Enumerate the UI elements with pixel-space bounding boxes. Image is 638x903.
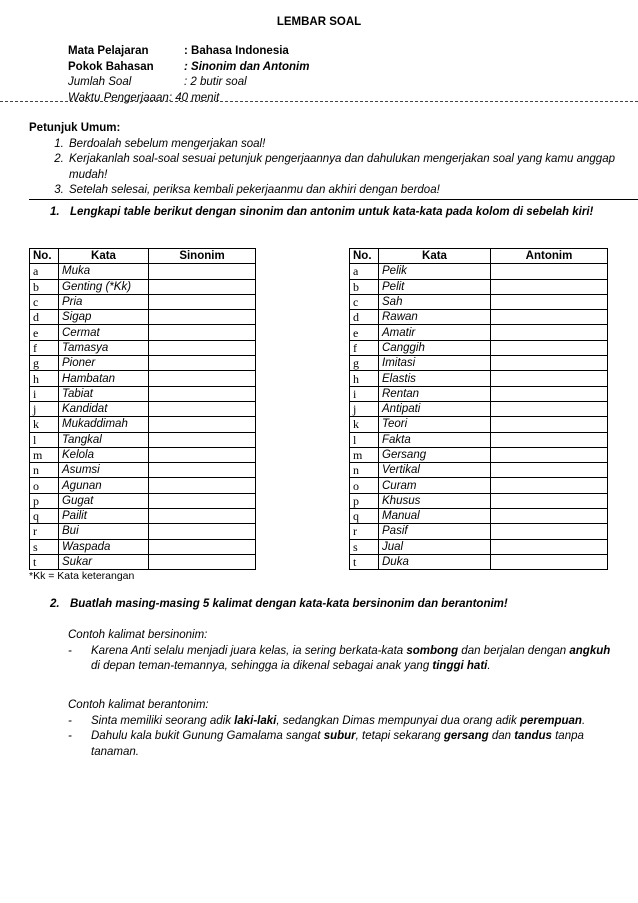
row-word: Muka — [59, 264, 149, 279]
answer-cell[interactable] — [491, 478, 608, 493]
row-letter: g — [350, 356, 379, 371]
meta-pokok — [68, 60, 309, 76]
row-word: Sah — [379, 294, 491, 309]
answer-cell[interactable] — [149, 447, 256, 462]
row-word: Elastis — [379, 371, 491, 386]
col-sinonim: Sinonim — [149, 249, 256, 264]
answer-cell[interactable] — [149, 310, 256, 325]
table-row — [30, 386, 256, 401]
row-word: Antipati — [379, 401, 491, 416]
mapel-label: Mata Pelajaran — [68, 45, 149, 57]
text-run: di depan teman-temannya, sehingga ia dikenal sebagai anak yang — [91, 660, 433, 672]
row-word: Kandidat — [59, 401, 149, 416]
answer-cell[interactable] — [149, 478, 256, 493]
row-letter: a — [350, 264, 379, 279]
table-row — [350, 356, 608, 371]
table-row — [30, 340, 256, 355]
table-row — [350, 524, 608, 539]
row-word: Tangkal — [59, 432, 149, 447]
row-word: Khusus — [379, 493, 491, 508]
table-row — [30, 371, 256, 386]
answer-cell[interactable] — [491, 325, 608, 340]
row-letter: d — [350, 310, 379, 325]
row-letter: b — [350, 279, 379, 294]
bold-word: gersang — [443, 730, 489, 742]
row-word: Amatir — [379, 325, 491, 340]
row-word: Canggih — [379, 340, 491, 355]
answer-cell[interactable] — [149, 401, 256, 416]
bullet-dash: - — [68, 730, 72, 742]
row-word: Pasif — [379, 524, 491, 539]
row-word: Cermat — [59, 325, 149, 340]
table-row — [30, 294, 256, 309]
row-word: Jual — [379, 539, 491, 554]
answer-cell[interactable] — [491, 279, 608, 294]
contoh-sinonim — [68, 628, 613, 675]
col-no: No. — [30, 249, 59, 264]
bold-word: laki-laki — [234, 714, 277, 727]
table-row — [30, 524, 256, 539]
answer-cell[interactable] — [149, 432, 256, 447]
jumlah-value: : 2 butir soal — [184, 76, 247, 88]
waktu-label: Waktu Pengerjaaan — [68, 91, 169, 104]
petunjuk-umum — [29, 121, 629, 199]
row-letter: o — [350, 478, 379, 493]
text-run: Karena Anti selalu menjadi juara kelas, ia sering berkata-kata — [91, 644, 407, 657]
row-letter: m — [30, 447, 59, 462]
row-letter: s — [30, 539, 59, 554]
row-word: Mukaddimah — [59, 417, 149, 432]
table-row — [30, 493, 256, 508]
answer-cell[interactable] — [491, 264, 608, 279]
col-kata: Kata — [59, 249, 149, 264]
question-2-text: Buatlah masing-masing 5 kalimat dengan kata-kata bersinonim dan berantonim! — [70, 598, 508, 610]
table-row — [350, 386, 608, 401]
waktu-value: : 40 menit — [168, 91, 220, 104]
col-antonim: Antonim — [491, 249, 608, 264]
table-row — [30, 447, 256, 462]
row-letter: n — [350, 463, 379, 478]
answer-cell[interactable] — [149, 279, 256, 294]
row-word: Rentan — [379, 386, 491, 401]
row-letter: r — [30, 524, 59, 539]
bullet-dash: - — [68, 714, 72, 727]
row-letter: k — [30, 417, 59, 432]
row-letter: g — [30, 356, 59, 371]
footnote: *Kk = Kata keterangan — [29, 570, 135, 582]
row-word: Kelola — [59, 447, 149, 462]
table-row — [30, 279, 256, 294]
row-letter: e — [350, 325, 379, 340]
answer-cell[interactable] — [149, 524, 256, 539]
table-row — [30, 554, 256, 569]
row-letter: c — [350, 294, 379, 309]
pokok-value: : Sinonim dan Antonim — [184, 60, 310, 73]
table-row — [30, 417, 256, 432]
row-word: Rawan — [379, 310, 491, 325]
answer-cell[interactable] — [491, 356, 608, 371]
row-letter: b — [30, 279, 59, 294]
answer-cell[interactable] — [491, 401, 608, 416]
table-row — [30, 325, 256, 340]
text-run: Sinta memiliki seorang adik — [91, 714, 235, 727]
table-row — [350, 279, 608, 294]
answer-cell[interactable] — [491, 371, 608, 386]
antonim-table — [349, 248, 608, 570]
bold-word: perempuan — [519, 714, 582, 727]
row-letter: t — [30, 554, 59, 569]
row-letter: q — [30, 509, 59, 524]
answer-cell[interactable] — [149, 371, 256, 386]
answer-cell[interactable] — [491, 493, 608, 508]
table-row — [350, 447, 608, 462]
row-word: Bui — [59, 524, 149, 539]
answer-cell[interactable] — [491, 463, 608, 478]
row-word: Asumsi — [59, 463, 149, 478]
row-letter: f — [350, 340, 379, 355]
bold-word: tinggi hati — [432, 660, 488, 672]
row-word: Genting (*Kk) — [59, 279, 149, 294]
answer-cell[interactable] — [149, 325, 256, 340]
petunjuk-heading: Petunjuk Umum: — [29, 122, 121, 134]
answer-cell[interactable] — [149, 554, 256, 569]
row-letter: n — [30, 463, 59, 478]
row-letter: h — [350, 371, 379, 386]
dashed-divider — [0, 101, 638, 102]
contoh-antonim-heading: Contoh kalimat berantonim: — [68, 699, 209, 711]
answer-cell[interactable] — [149, 509, 256, 524]
bold-word: angkuh — [569, 644, 611, 657]
pokok-label: Pokok Bahasan — [68, 60, 154, 73]
row-word: Sigap — [59, 310, 149, 325]
solid-divider — [29, 199, 638, 200]
row-word: Pria — [59, 294, 149, 309]
table-row — [350, 539, 608, 554]
answer-cell[interactable] — [149, 539, 256, 554]
table-row — [350, 417, 608, 432]
row-letter: p — [30, 493, 59, 508]
row-word: Waspada — [59, 539, 149, 554]
table-row — [350, 463, 608, 478]
text-run: . — [581, 714, 586, 727]
petunjuk-item: 1. Berdoalah sebelum mengerjakan soal! — [67, 137, 629, 153]
text-run: dan berjalan dengan — [458, 644, 570, 657]
text-run: . — [487, 660, 491, 672]
table-row — [350, 401, 608, 416]
row-word: Vertikal — [379, 463, 491, 478]
table-row — [350, 493, 608, 508]
row-word: Tabiat — [59, 386, 149, 401]
row-word: Gugat — [59, 493, 149, 508]
bold-word: tandus — [514, 730, 552, 742]
row-word: Gersang — [379, 447, 491, 462]
answer-cell[interactable] — [491, 432, 608, 447]
answer-cell[interactable] — [149, 264, 256, 279]
answer-cell[interactable] — [149, 340, 256, 355]
row-word: Hambatan — [59, 371, 149, 386]
table-row — [350, 432, 608, 447]
meta-info — [68, 44, 309, 106]
meta-waktu — [68, 91, 309, 107]
row-letter: s — [350, 539, 379, 554]
row-word: Sukar — [59, 554, 149, 569]
row-word: Tamasya — [59, 340, 149, 355]
table-row — [350, 509, 608, 524]
row-letter: o — [30, 478, 59, 493]
answer-cell[interactable] — [149, 463, 256, 478]
row-letter: r — [350, 524, 379, 539]
row-letter: j — [30, 401, 59, 416]
text-run: tanpa tanaman. — [91, 730, 584, 758]
bold-word: sombong — [406, 644, 459, 657]
contoh-sinonim-item — [68, 644, 613, 675]
answer-cell[interactable] — [491, 294, 608, 309]
contoh-antonim-item — [68, 714, 613, 730]
row-word: Pelit — [379, 279, 491, 294]
table-row — [30, 310, 256, 325]
table-row — [30, 432, 256, 447]
row-letter: h — [30, 371, 59, 386]
mapel-value: : Bahasa Indonesia — [184, 45, 289, 57]
answer-cell[interactable] — [491, 340, 608, 355]
answer-cell[interactable] — [149, 493, 256, 508]
col-kata: Kata — [379, 249, 491, 264]
bold-word: subur — [323, 730, 356, 742]
row-letter: p — [350, 493, 379, 508]
contoh-antonim — [68, 698, 613, 760]
answer-cell[interactable] — [149, 356, 256, 371]
text-run: dan — [488, 730, 515, 742]
sinonim-table — [29, 248, 256, 570]
answer-cell[interactable] — [491, 509, 608, 524]
answer-cell[interactable] — [491, 524, 608, 539]
row-word: Teori — [379, 417, 491, 432]
answer-cell[interactable] — [491, 554, 608, 569]
answer-cell[interactable] — [491, 447, 608, 462]
text-run: , sedangkan Dimas mempunyai dua orang adik — [276, 714, 520, 727]
answer-cell[interactable] — [491, 417, 608, 432]
row-letter: c — [30, 294, 59, 309]
row-letter: m — [350, 447, 379, 462]
answer-cell[interactable] — [149, 294, 256, 309]
row-letter: e — [30, 325, 59, 340]
row-letter: a — [30, 264, 59, 279]
table-row — [350, 340, 608, 355]
table-row — [350, 294, 608, 309]
row-letter: f — [30, 340, 59, 355]
table-row — [30, 264, 256, 279]
row-word: Duka — [379, 554, 491, 569]
table-row — [30, 401, 256, 416]
answer-cell[interactable] — [149, 386, 256, 401]
answer-cell[interactable] — [491, 386, 608, 401]
table-row — [350, 554, 608, 569]
table-row — [30, 356, 256, 371]
row-word: Pioner — [59, 356, 149, 371]
page-title: LEMBAR SOAL — [276, 16, 362, 28]
row-letter: l — [350, 432, 379, 447]
row-letter: k — [350, 417, 379, 432]
table-row — [350, 478, 608, 493]
row-word: Pailit — [59, 509, 149, 524]
table-row — [30, 463, 256, 478]
row-word: Fakta — [379, 432, 491, 447]
row-word: Imitasi — [379, 356, 491, 371]
answer-cell[interactable] — [149, 417, 256, 432]
table-row — [30, 539, 256, 554]
answer-cell[interactable] — [491, 310, 608, 325]
question-1-text: Lengkapi table berikut dengan sinonim dan antonim untuk kata-kata pada kolom di sebelah kiri! — [70, 206, 594, 218]
table-row — [350, 310, 608, 325]
row-letter: t — [350, 554, 379, 569]
text-run: , tetapi sekarang — [355, 730, 444, 742]
petunjuk-item: 3. Setelah selesai, periksa kembali pekerjaanmu dan akhiri dengan berdoa! — [67, 183, 629, 199]
table-row — [30, 478, 256, 493]
text-run: Dahulu kala bukit Gunung Gamalama sangat — [91, 730, 324, 742]
petunjuk-item: 2. Kerjakanlah soal-soal sesuai petunjuk pengerjaannya dan dahulukan mengerjakan soal yang kamu anggap mudah! — [67, 152, 629, 183]
question-2 — [50, 597, 630, 613]
contoh-antonim-item — [68, 729, 613, 760]
table-row — [350, 371, 608, 386]
meta-mapel — [68, 44, 309, 60]
table-row — [350, 264, 608, 279]
bullet-dash: - — [68, 644, 72, 657]
contoh-sinonim-heading: Contoh kalimat bersinonim: — [68, 629, 208, 641]
row-word: Curam — [379, 478, 491, 493]
row-letter: q — [350, 509, 379, 524]
row-word: Pelik — [379, 264, 491, 279]
answer-cell[interactable] — [491, 539, 608, 554]
table-row — [30, 509, 256, 524]
table-row — [350, 325, 608, 340]
question-1 — [50, 205, 630, 221]
col-no: No. — [350, 249, 379, 264]
row-letter: i — [30, 386, 59, 401]
row-letter: j — [350, 401, 379, 416]
row-letter: i — [350, 386, 379, 401]
meta-jumlah — [68, 75, 309, 91]
question-2-number: 2. — [50, 598, 60, 610]
jumlah-label: Jumlah Soal — [68, 76, 132, 88]
question-1-number: 1. — [50, 206, 60, 218]
row-letter: d — [30, 310, 59, 325]
row-word: Manual — [379, 509, 491, 524]
row-letter: l — [30, 432, 59, 447]
row-word: Agunan — [59, 478, 149, 493]
